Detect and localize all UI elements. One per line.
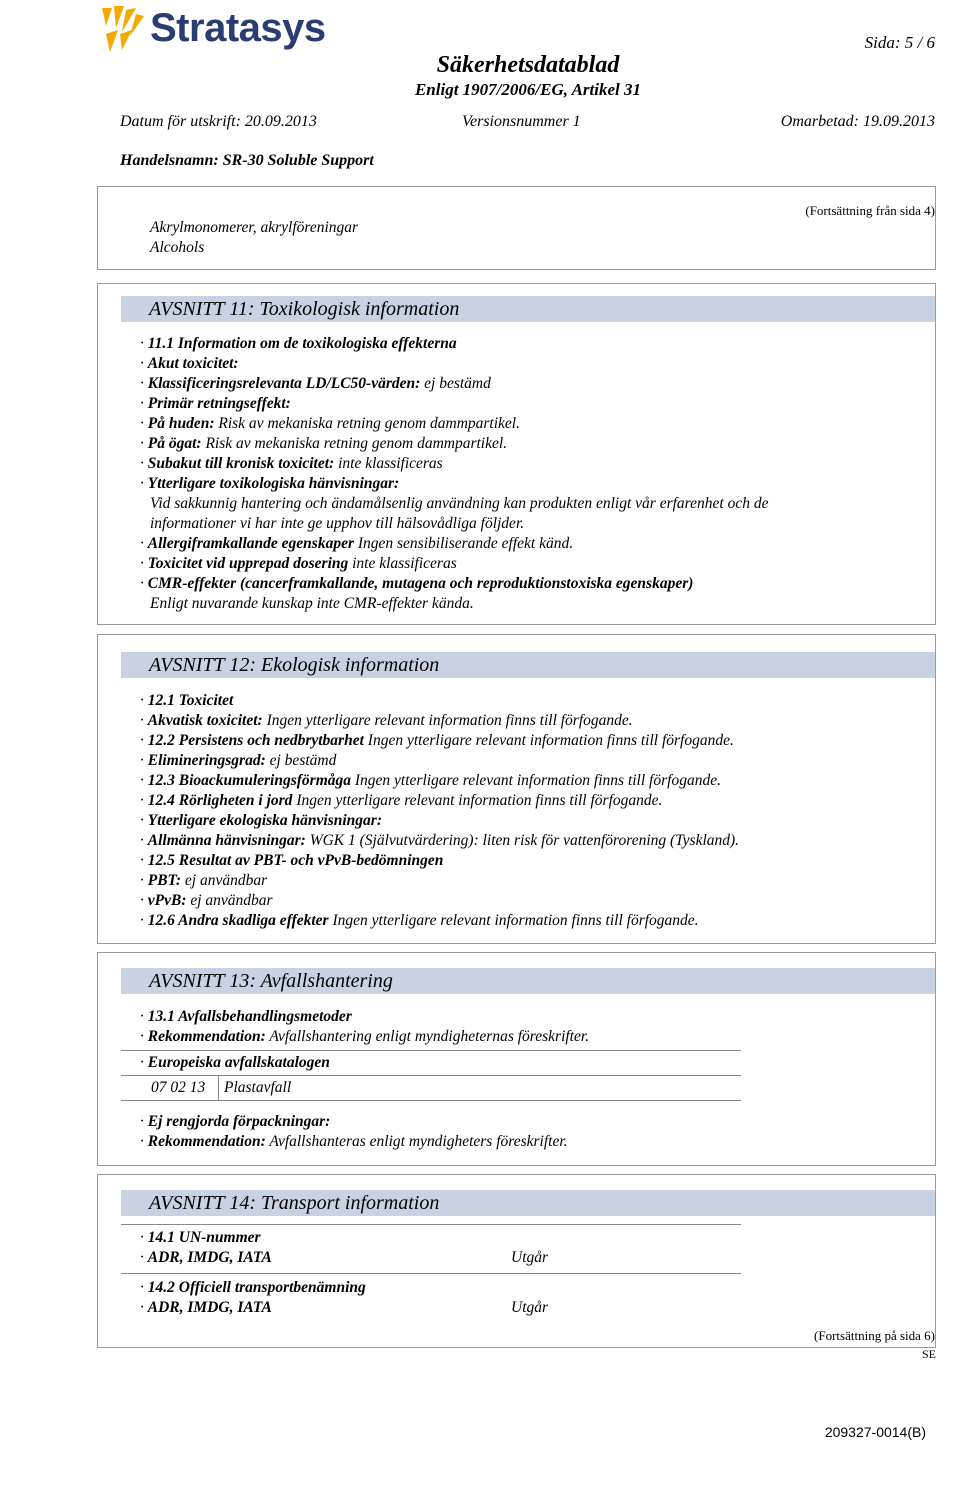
- s14-value: Utgår: [511, 1249, 549, 1266]
- s11-line: · Subakut till kronisk toxicitet: inte klassificeras: [140, 455, 443, 472]
- s12-line: · 12.1 Toxicitet: [140, 692, 234, 709]
- section-12-header: [121, 652, 935, 678]
- s12-line: · 12.2 Persistens och nedbrytbarhet Ingen ytterligare relevant information finns till förfogande.: [140, 732, 734, 749]
- s11-line: · Ytterligare toxikologiska hänvisningar:: [140, 475, 400, 492]
- version-number: Versionsnummer 1: [462, 113, 581, 130]
- s14-line: · ADR, IMDG, IATA: [140, 1299, 272, 1316]
- s11-line: · Allergiframkallande egenskaper Ingen sensibiliserande effekt känd.: [140, 535, 574, 552]
- s11-line: · På ögat: Risk av mekaniska retning genom dammpartikel.: [140, 435, 508, 452]
- table-divider: [121, 1273, 741, 1274]
- s12-line: · Allmänna hänvisningar: WGK 1 (Självutvärdering): liten risk för vattenförorening (Tyskland).: [140, 832, 740, 849]
- s13-line: · 13.1 Avfallsbehandlingsmetoder: [140, 1008, 352, 1025]
- s12-line: · 12.5 Resultat av PBT- och vPvB-bedömningen: [140, 852, 444, 869]
- s11-line: · CMR-effekter (cancerframkallande, mutagena och reproduktionstoxiska egenskaper): [140, 575, 694, 592]
- s14-line: · 14.1 UN-nummer: [140, 1229, 261, 1246]
- waste-code: 07 02 13: [151, 1079, 206, 1096]
- s12-line: · 12.6 Andra skadliga effekter Ingen ytterligare relevant information finns till förfogande.: [140, 912, 699, 929]
- document-code: 209327-0014(B): [824, 1424, 926, 1440]
- s11-line: · Klassificeringsrelevanta LD/LC50-värden: ej bestämd: [140, 375, 491, 392]
- s12-line: · 12.4 Rörligheten i jord Ingen ytterligare relevant information finns till förfogande.: [140, 792, 663, 809]
- s12-line: · PBT: ej användbar: [140, 872, 268, 889]
- s11-text: Enligt nuvarande kunskap inte CMR-effekter kända.: [150, 595, 474, 612]
- s13-line: · Rekommendation: Avfallshanteras enligt myndigheters föreskrifter.: [140, 1133, 568, 1150]
- s11-line: · Toxicitet vid upprepad dosering inte klassificeras: [140, 555, 457, 572]
- s11-text: informationer vi har inte ge upphov till hälsovådliga följder.: [150, 515, 525, 532]
- s13-line: · Europeiska avfallskatalogen: [140, 1054, 330, 1071]
- s14-line: · 14.2 Officiell transportbenämning: [140, 1279, 366, 1296]
- prev-line-1: Akrylmonomerer, akrylföreningar: [150, 219, 359, 236]
- s13-line: · Ej rengjorda förpackningar:: [140, 1113, 331, 1130]
- s11-line: · 11.1 Information om de toxikologiska effekterna: [140, 335, 457, 352]
- section-13-title: AVSNITT 13: Avfallshantering: [149, 970, 393, 992]
- s12-line: · vPvB: ej användbar: [140, 892, 273, 909]
- continued-to: (Fortsättning på sida 6): [814, 1328, 935, 1343]
- waste-table-row: [121, 1075, 741, 1101]
- revised-date: Omarbetad: 19.09.2013: [780, 113, 935, 130]
- s12-line: · 12.3 Bioackumuleringsförmåga Ingen ytterligare relevant information finns till förfogande.: [140, 772, 721, 789]
- language-code: SE: [921, 1347, 936, 1361]
- s14-value: Utgår: [511, 1299, 549, 1316]
- page-number: Sida: 5 / 6: [864, 33, 935, 52]
- waste-name: Plastavfall: [224, 1079, 292, 1096]
- document-title: Säkerhetsdatablad: [436, 52, 620, 78]
- prev-line-2: Alcohols: [150, 239, 205, 256]
- table-divider: [121, 1050, 741, 1051]
- s11-line: · Primär retningseffekt:: [140, 395, 291, 412]
- section-14-header: [121, 1190, 935, 1216]
- s11-line: · Akut toxicitet:: [140, 355, 239, 372]
- s13-line: · Rekommendation: Avfallshantering enligt myndigheternas föreskrifter.: [140, 1028, 590, 1045]
- table-divider: [218, 1076, 219, 1100]
- section-12-title: AVSNITT 12: Ekologisk information: [149, 654, 440, 676]
- print-date: Datum för utskrift: 20.09.2013: [120, 113, 317, 130]
- s12-line: · Akvatisk toxicitet: Ingen ytterligare relevant information finns till förfogande.: [140, 712, 633, 729]
- s11-text: Vid sakkunnig hantering och ändamålsenlig användning kan produkten enligt vår erfarenhet och de: [150, 495, 769, 512]
- s14-line: · ADR, IMDG, IATA: [140, 1249, 272, 1266]
- section-14-title: AVSNITT 14: Transport information: [149, 1192, 440, 1214]
- logo-text: Stratasys: [150, 6, 326, 50]
- table-divider: [121, 1224, 741, 1225]
- section-11-header: [121, 296, 935, 322]
- document-subtitle: Enligt 1907/2006/EG, Artikel 31: [414, 80, 642, 99]
- continued-from: (Fortsättning från sida 4): [805, 203, 935, 218]
- section-11-title: AVSNITT 11: Toxikologisk information: [149, 298, 460, 320]
- product-name: Handelsnamn: SR-30 Soluble Support: [120, 152, 374, 169]
- s11-line: · På huden: Risk av mekaniska retning genom dammpartikel.: [140, 415, 520, 432]
- s12-line: · Ytterligare ekologiska hänvisningar:: [140, 812, 382, 829]
- s12-line: · Elimineringsgrad: ej bestämd: [140, 752, 337, 769]
- section-13-header: [121, 968, 935, 994]
